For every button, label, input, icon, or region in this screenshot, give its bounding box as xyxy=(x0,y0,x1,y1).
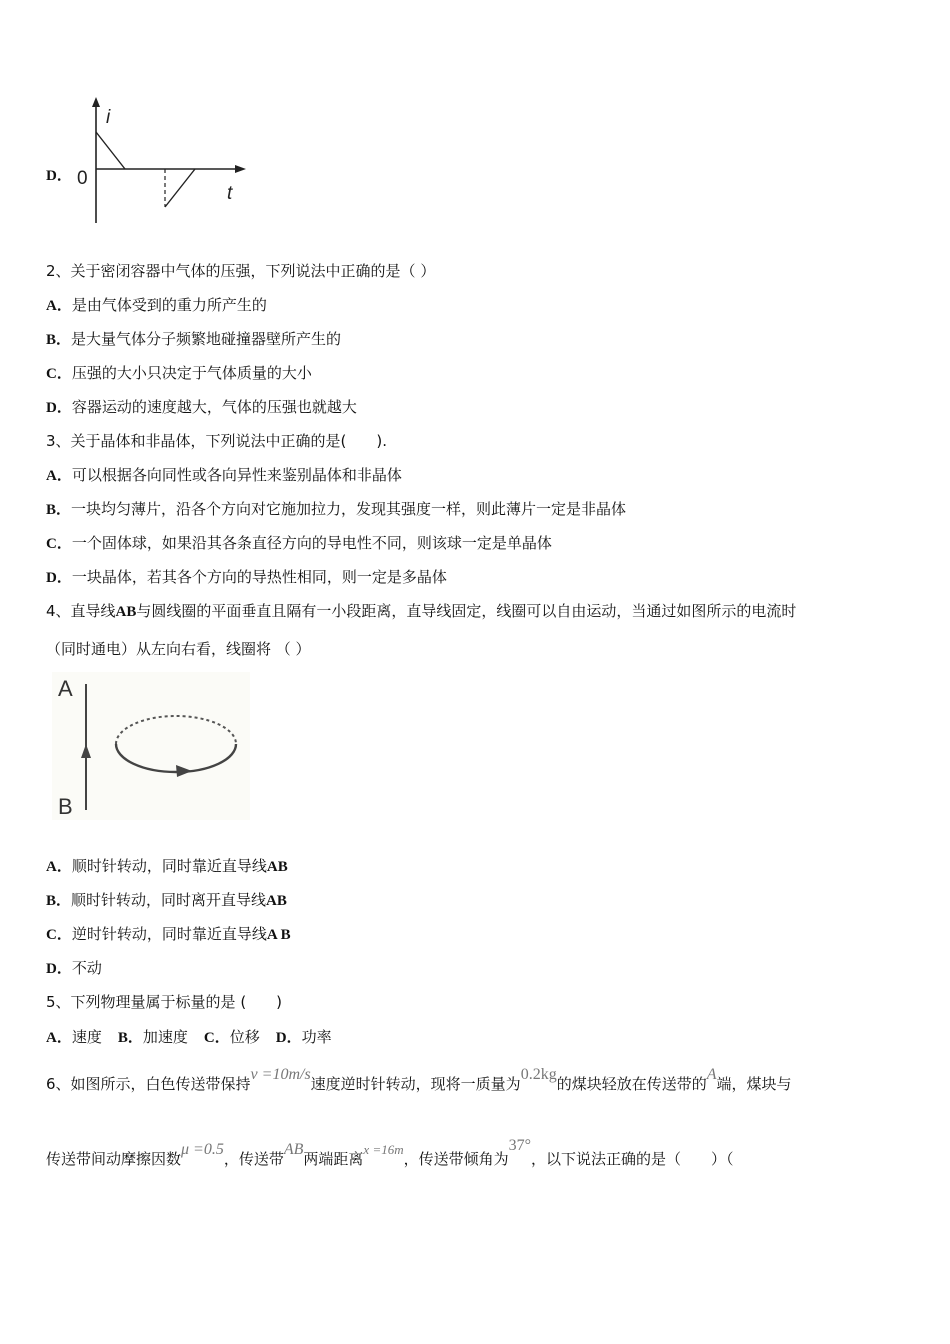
q1-option-d xyxy=(46,165,72,186)
q3-option-b[interactable]: B．一块均匀薄片，沿各个方向对它施加拉力，发现其强度一样，则此薄片一定是非晶体 xyxy=(46,500,627,518)
q6-stem-line2: 传送带间动摩擦因数μ =0.5，传送带AB两端距离x =16m，传送带倾角为37°，以下说法正确的是（ ）（ xyxy=(46,1137,734,1168)
q4-stem-line2: （同时通电）从左向右看，线圈将 （ ） xyxy=(46,640,311,658)
label-b: B xyxy=(58,794,73,819)
q4-wire-coil-figure xyxy=(52,672,250,820)
positive-pulse xyxy=(96,132,125,169)
q4-option-c[interactable]: C．逆时针转动，同时靠近直导线A B xyxy=(46,925,291,943)
q1-option-d-label: D． xyxy=(46,168,72,184)
q4-option-d[interactable]: D．不动 xyxy=(46,959,102,977)
q3-stem: 3、关于晶体和非晶体，下列说法中正确的是( ). xyxy=(46,432,388,450)
q5-option-b[interactable]: B．加速度 xyxy=(117,1028,188,1046)
q5-option-d[interactable]: D．功率 xyxy=(275,1028,332,1046)
q6-angle: 37° xyxy=(508,1137,532,1154)
t-axis-label: t xyxy=(227,183,233,204)
q3-option-c[interactable]: C．一个固体球，如果沿其各条直径方向的导电性不同，则该球一定是单晶体 xyxy=(46,534,552,552)
q2-option-d[interactable]: D．容器运动的速度越大，气体的压强也就越大 xyxy=(46,398,357,416)
i-axis-label: i xyxy=(106,107,111,128)
q6-velocity: v =10m/s xyxy=(250,1066,311,1083)
q6-distance: x =16m xyxy=(363,1142,404,1157)
q4-option-b[interactable]: B．顺时针转动，同时离开直导线AB xyxy=(46,891,287,909)
q3-option-d[interactable]: D．一块晶体，若其各个方向的导热性相同，则一定是多晶体 xyxy=(46,568,447,586)
q2-option-c[interactable]: C．压强的大小只决定于气体质量的大小 xyxy=(46,364,312,382)
q6-mass: 0.2kg xyxy=(520,1066,557,1083)
q6-stem-line1: 6、如图所示，白色传送带保持v =10m/s速度逆时针转动，现将一质量为0.2kg的煤块轻放在传送带的A端，煤块与 xyxy=(46,1066,792,1093)
q5-options xyxy=(46,1027,332,1048)
origin-label: 0 xyxy=(77,168,88,189)
q2-option-a[interactable]: A．是由气体受到的重力所产生的 xyxy=(46,296,267,314)
q5-option-a[interactable]: A．速度 xyxy=(46,1028,102,1046)
q2-option-b[interactable]: B．是大量气体分子频繁地碰撞器壁所产生的 xyxy=(46,330,342,348)
q6-friction: μ =0.5 xyxy=(181,1141,224,1158)
q5-stem: 5、下列物理量属于标量的是 ( ) xyxy=(46,993,283,1011)
negative-pulse-ramp xyxy=(165,169,195,207)
label-a: A xyxy=(58,676,73,701)
q3-option-a[interactable]: A．可以根据各向同性或各向异性来鉴别晶体和非晶体 xyxy=(46,466,402,484)
q4-stem-line1: 4、直导线AB与圆线圈的平面垂直且隔有一小段距离，直导线固定，线圈可以自由运动，当通过如图所示的电流时 xyxy=(46,602,797,620)
q5-option-c[interactable]: C．位移 xyxy=(203,1028,260,1046)
t-axis-arrow xyxy=(235,165,246,173)
q6-ab: AB xyxy=(283,1141,304,1158)
q6-point-a: A xyxy=(706,1066,717,1083)
i-axis-arrow xyxy=(92,97,100,107)
q1-current-time-graph xyxy=(70,95,255,230)
q4-option-a[interactable]: A．顺时针转动，同时靠近直导线AB xyxy=(46,857,288,875)
q2-stem: 2、关于密闭容器中气体的压强，下列说法中正确的是（ ） xyxy=(46,262,436,280)
